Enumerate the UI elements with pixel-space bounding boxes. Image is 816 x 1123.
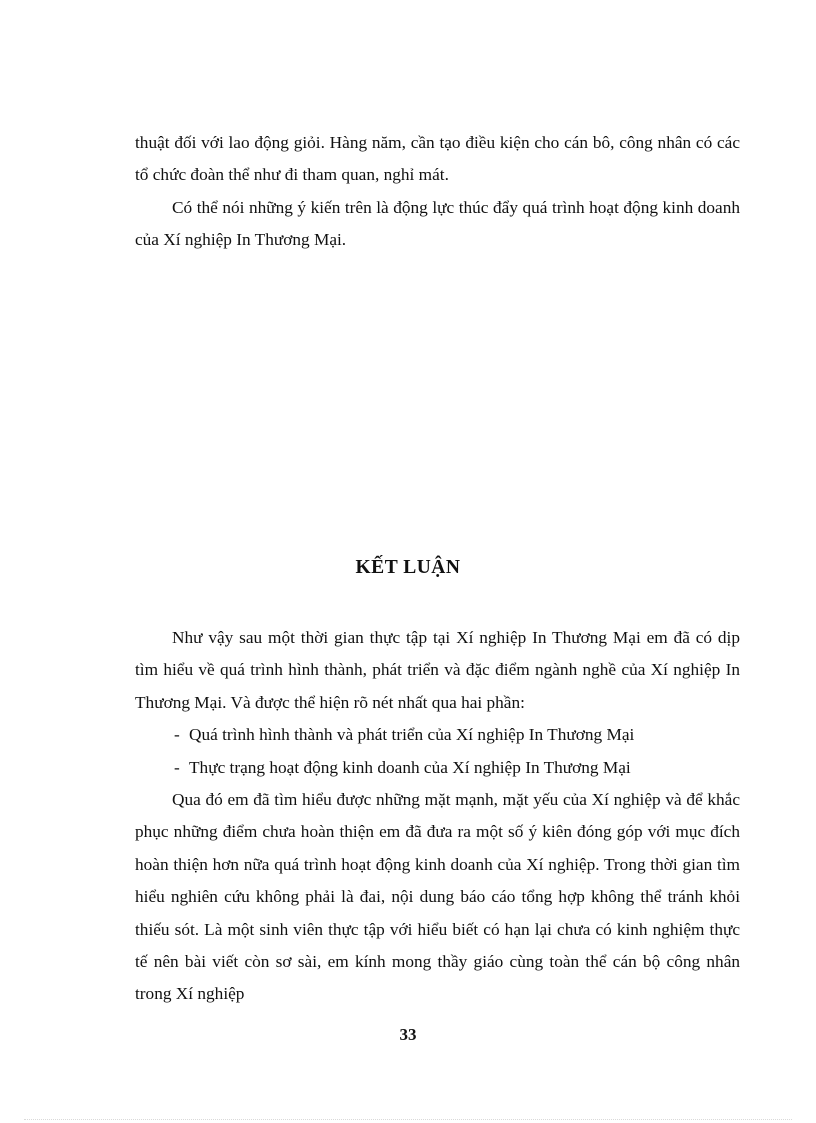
conclusion-intro-paragraph: Như vậy sau một thời gian thực tập tại Xí nghiệp In Thương Mại em đã có dịp tìm hiểu về quá trình hình thành, phát triển và đặc điểm ngành nghề của Xí nghiệp In Thương Mại. Và được thể hiện rõ nét nhất qua hai phần: — [135, 628, 740, 712]
conclusion-body-paragraph: Qua đó em đã tìm hiểu được những mặt mạnh, mặt yếu của Xí nghiệp và để khắc phục những điểm chưa hoàn thiện em đã đưa ra một số ý kiên đóng góp với mục đích hoàn thiện hơn nữa quá trình hoạt động kinh doanh của Xí nghiệp. Trong thời gian tìm hiểu nghiên cứu không phải là đai, nội dung báo cáo tổng hợp không thể tránh khỏi thiếu sót. Là một sinh viên thực tập với hiểu biết có hạn lại chưa có kinh nghiệm thực tế nên bài viết còn sơ sài, em kính mong thầy giáo cùng toàn thể cán bộ công nhân trong Xí nghiệp — [135, 790, 740, 1004]
continued-paragraph: thuật đối với lao động giỏi. Hàng năm, cần tạo điều kiện cho cán bô, công nhân có các tổ chức đoàn thể như đi tham quan, nghỉ mát. — [135, 133, 740, 185]
bullet-dash: - — [174, 725, 180, 745]
conclusion-heading: KẾT LUẬN — [355, 557, 461, 578]
page-bottom-divider — [24, 1119, 792, 1120]
bullet-text: Quá trình hình thành và phát triển của Xí nghiệp In Thương Mại — [189, 725, 635, 745]
bullet-dash: - — [174, 757, 180, 777]
bullet-item — [135, 719, 740, 751]
bullet-item — [135, 752, 740, 784]
conclusion-section — [135, 622, 740, 1011]
bullet-text: Thực trạng hoạt động kinh doanh của Xí nghiệp In Thương Mại — [189, 757, 631, 777]
page-number: 33 — [399, 1025, 417, 1044]
closing-paragraph: Có thể nói những ý kiến trên là động lực thúc đẩy quá trình hoạt động kinh doanh của Xí nghiệp In Thương Mại. — [135, 197, 740, 250]
top-text-section — [135, 127, 740, 257]
